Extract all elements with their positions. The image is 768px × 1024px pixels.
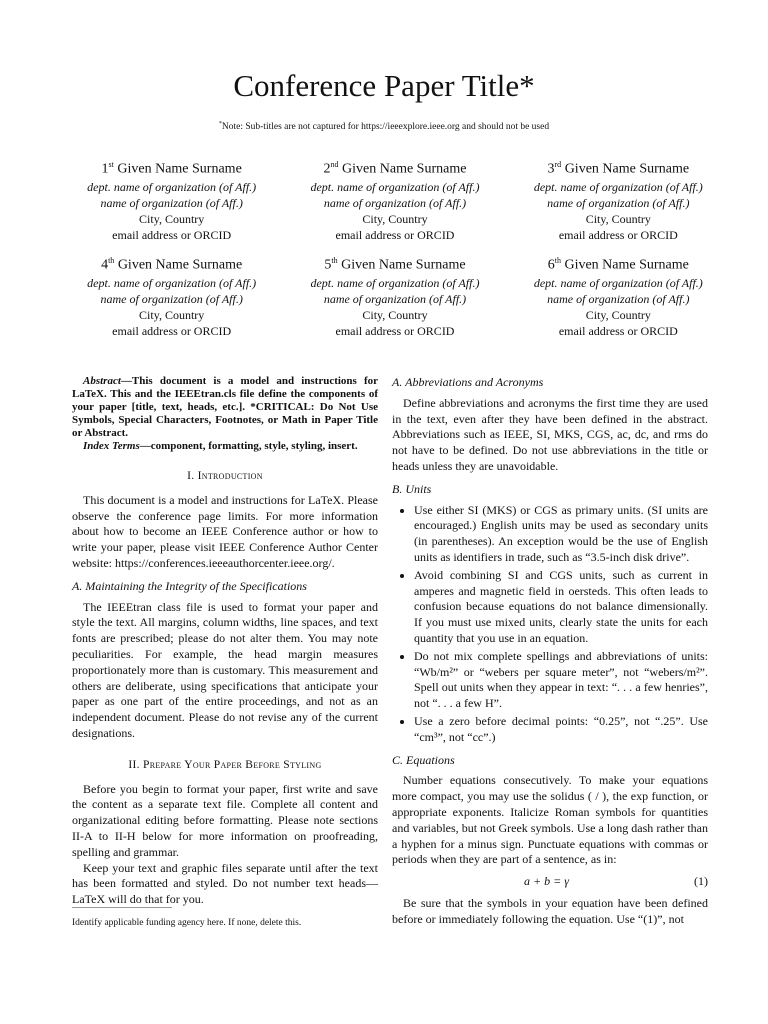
author-city: City, Country: [139, 211, 205, 226]
author-dept: dept. name of organization (of Aff.): [310, 179, 480, 194]
author-email: email address or ORCID: [112, 227, 232, 242]
author-name: 1st Given Name Surname: [101, 160, 242, 177]
title-note: [0, 118, 768, 133]
right-column: [392, 375, 708, 928]
list-item: • Do not mix complete spellings and abbreviations of units: “Wb/m²” or “webers per square meter”, not “webers/m²”. Spell out units when they appear in text: “. . . a few henries”, not “. . . a few H”.: [414, 649, 708, 712]
author-name: 4th Given Name Surname: [101, 256, 243, 273]
left-column: [72, 375, 378, 908]
subsection-heading-integrity: A. Maintaining the Integrity of the Specifications: [72, 578, 307, 593]
index-terms-text: —component, formatting, style, styling, insert.: [139, 440, 358, 452]
subsection-heading-abbreviations: A. Abbreviations and Acronyms: [392, 375, 544, 389]
footnote-rule: [72, 907, 172, 908]
author-name: 2nd Given Name Surname: [323, 160, 467, 177]
section-heading-prepare: II. Prepare Your Paper Before Styling: [128, 758, 322, 771]
author-city: City, Country: [585, 307, 651, 322]
author-email: email address or ORCID: [112, 323, 232, 338]
equation: [392, 874, 708, 890]
list-item: • Avoid combining SI and CGS units, such as current in amperes and magnetic field in oersteds. This often leads to confusion because equations do not balance dimensionally. If you must use mixed units, clearly state the units for each quantity that you use in an equation.: [414, 568, 708, 647]
prepare-paragraph-2: Keep your text and graphic files separate until after the text has been formatted and styled. Do not number text heads—LaTeX will do that for you.: [72, 860, 378, 907]
author-org: name of organization (of Aff.): [547, 195, 690, 210]
author-dept: dept. name of organization (of Aff.): [533, 275, 703, 290]
abbreviations-paragraph: Define abbreviations and acronyms the first time they are used in the text, even after they have been defined in the abstract. Abbreviations such as IEEE, SI, MKS, CGS, ac, dc, and rms do not have to be defined. Do not use abbreviations in the title or heads unless they are unavoidable.: [392, 395, 708, 473]
units-list: [392, 503, 708, 746]
abstract: [72, 375, 378, 453]
author-block: [507, 156, 730, 243]
author-org: name of organization (of Aff.): [100, 195, 243, 210]
author-org: name of organization (of Aff.): [323, 195, 467, 210]
author-block: [283, 252, 506, 339]
title-note-mark: *: [218, 121, 222, 127]
funding-footnote: Identify applicable funding agency here. If none, delete this.: [72, 918, 302, 928]
authors-row-1: [60, 156, 730, 243]
abstract-label: Abstract: [83, 375, 121, 387]
equations-paragraph: Number equations consecutively. To make your equations more compact, you may use the solidus ( / ), the exp function, or appropriate exponents. Italicize Roman symbols for quantities and variables, but not Greek symbols. Use a long dash rather than a hyphen for a minus sign. Punctuate equations with commas or periods when they are part of a sentence, as in:: [392, 773, 708, 867]
title-note-text: Note: Sub-titles are not captured for https://ieeexplore.ieee.org and should not be used: [221, 122, 550, 133]
author-name: 3rd Given Name Surname: [547, 160, 690, 177]
list-item: • Use a zero before decimal points: “0.25”, not “.25”. Use “cm³”, not “cc”.): [414, 714, 708, 746]
author-org: name of organization (of Aff.): [323, 291, 467, 306]
author-city: City, Country: [362, 211, 428, 226]
author-name: 6th Given Name Surname: [547, 256, 689, 273]
equation-expression: a + b = γ: [524, 874, 569, 889]
author-org: name of organization (of Aff.): [100, 291, 243, 306]
author-dept: dept. name of organization (of Aff.): [310, 275, 480, 290]
intro-paragraph: This document is a model and instructions for LaTeX. Please observe the conference page limits. For more information about how to become an IEEE Conference author or how to write your paper, please visit IEEE Conference Author Center website: https://conferences.ieeeauthorcenter.ieee.org/.: [72, 492, 378, 570]
author-city: City, Country: [362, 307, 428, 322]
author-block: [60, 156, 283, 243]
author-city: City, Country: [585, 211, 651, 226]
subsection-heading-units: B. Units: [392, 481, 432, 496]
author-dept: dept. name of organization (of Aff.): [87, 275, 257, 290]
author-email: email address or ORCID: [558, 323, 678, 338]
author-dept: dept. name of organization (of Aff.): [533, 179, 703, 194]
author-city: City, Country: [139, 307, 205, 322]
integrity-paragraph: The IEEEtran class file is used to format your paper and style the text. All margins, column widths, line spaces, and text fonts are prescribed; please do not alter them. You may note peculiarities. For example, the head margin measures proportionately more than is customary. This measurement and others are deliberate, using specifications that anticipate your paper as one part of the entire proceedings, and not as an independent document. Please do not revise any of the current designations.: [72, 599, 378, 740]
author-block: [60, 252, 283, 339]
author-email: email address or ORCID: [335, 227, 455, 242]
author-org: name of organization (of Aff.): [547, 291, 690, 306]
author-block: [507, 252, 730, 339]
author-dept: dept. name of organization (of Aff.): [87, 179, 257, 194]
list-item: • Use either SI (MKS) or CGS as primary units. (SI units are encouraged.) English units may be used as secondary units (in parentheses). An exception would be the use of English units as identifiers in trade, such as “3.5-inch disk drive”.: [414, 503, 708, 566]
authors-row-2: [60, 252, 730, 339]
author-email: email address or ORCID: [558, 227, 678, 242]
author-block: [283, 156, 506, 243]
abstract-text: —This document is a model and instructions for LaTeX. This and the IEEEtran.cls file define the components of your paper [title, text, heads, etc.]. *CRITICAL: Do Not Use Symbols, Special Characters, Footnotes, or Math in Paper Title or Abstract.: [72, 375, 378, 439]
author-name: 5th Given Name Surname: [324, 256, 466, 273]
prepare-paragraph-1: Before you begin to format your paper, first write and save the content as a separate text file. Complete all content and organizational editing before formatting. Please note sections II-A to II-H below for more information on proofreading, spelling and grammar.: [72, 781, 378, 859]
author-email: email address or ORCID: [335, 323, 455, 338]
section-heading-introduction: I. Introduction: [187, 470, 263, 482]
subsection-heading-equations: C. Equations: [392, 752, 455, 767]
index-terms-label: Index Terms: [83, 440, 140, 452]
equation-number: (1): [694, 874, 708, 889]
paper-title: Conference Paper Title*: [233, 68, 535, 103]
equations-paragraph-2: Be sure that the symbols in your equation have been defined before or immediately following the equation. Use “(1)”, not: [392, 895, 708, 926]
